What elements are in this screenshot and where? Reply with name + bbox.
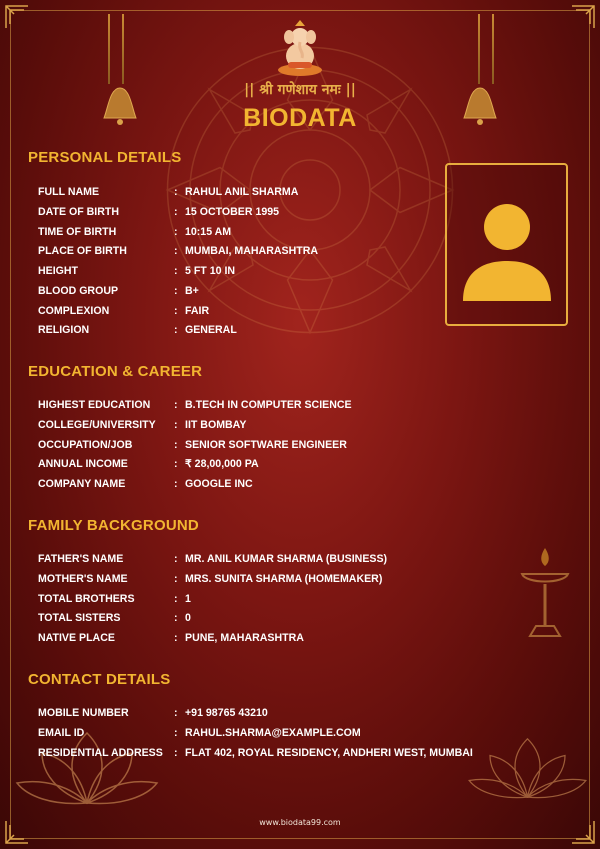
detail-label: COMPANY NAME bbox=[38, 478, 126, 490]
detail-separator: : bbox=[174, 245, 178, 258]
detail-label: OCCUPATION/JOB bbox=[38, 438, 133, 451]
detail-value: GOOGLE INC bbox=[185, 478, 253, 490]
ganesha-icon bbox=[274, 20, 326, 78]
detail-separator: : bbox=[174, 726, 178, 739]
avatar-placeholder-icon bbox=[463, 203, 551, 301]
detail-separator: : bbox=[174, 592, 178, 605]
detail-value: B.TECH IN COMPUTER SCIENCE bbox=[185, 399, 352, 411]
detail-separator: : bbox=[174, 304, 178, 317]
detail-value: IIT BOMBAY bbox=[185, 418, 247, 431]
detail-value: RAHUL ANIL SHARMA bbox=[185, 186, 299, 198]
detail-separator: : bbox=[174, 438, 178, 451]
detail-value: 5 FT 10 IN bbox=[185, 265, 236, 277]
detail-value: 1 bbox=[185, 592, 191, 605]
detail-label: MOBILE NUMBER bbox=[38, 707, 129, 719]
detail-label: HIGHEST EDUCATION bbox=[38, 399, 151, 411]
detail-label: HEIGHT bbox=[38, 265, 79, 277]
detail-separator: : bbox=[174, 707, 178, 719]
detail-value: 10:15 AM bbox=[185, 225, 232, 238]
page-title: BIODATA bbox=[243, 104, 357, 132]
detail-separator: : bbox=[174, 205, 178, 218]
detail-separator: : bbox=[174, 225, 178, 238]
detail-separator: : bbox=[174, 186, 178, 198]
detail-label: RELIGION bbox=[38, 324, 90, 337]
detail-value: RAHUL.SHARMA@EXAMPLE.COM bbox=[185, 726, 361, 739]
detail-separator: : bbox=[174, 632, 178, 644]
mantra-text: || श्री गणेशाय नमः || bbox=[244, 82, 356, 98]
detail-label: TOTAL BROTHERS bbox=[38, 592, 135, 605]
detail-separator: : bbox=[174, 265, 178, 277]
detail-label: FULL NAME bbox=[38, 186, 100, 198]
detail-label: ANNUAL INCOME bbox=[38, 458, 128, 471]
detail-value: SENIOR SOFTWARE ENGINEER bbox=[185, 438, 347, 451]
detail-separator: : bbox=[174, 324, 178, 337]
detail-value: B+ bbox=[185, 284, 199, 297]
detail-label: RESIDENTIAL ADDRESS bbox=[38, 746, 163, 759]
detail-separator: : bbox=[174, 418, 178, 431]
detail-value: 0 bbox=[185, 612, 191, 625]
section-title-family: FAMILY BACKGROUND bbox=[28, 517, 199, 534]
profile-photo bbox=[445, 163, 568, 326]
detail-value: MUMBAI, MAHARASHTRA bbox=[185, 245, 318, 258]
detail-value: FAIR bbox=[185, 304, 210, 317]
detail-label: PLACE OF BIRTH bbox=[38, 245, 127, 258]
section-title-personal: PERSONAL DETAILS bbox=[28, 149, 182, 166]
detail-label: FATHER'S NAME bbox=[38, 553, 124, 565]
detail-value: 15 OCTOBER 1995 bbox=[185, 205, 280, 218]
detail-separator: : bbox=[174, 746, 178, 759]
detail-separator: : bbox=[174, 553, 178, 565]
section-title-education: EDUCATION & CAREER bbox=[28, 363, 203, 380]
section-title-contact: CONTACT DETAILS bbox=[28, 671, 171, 688]
detail-label: TIME OF BIRTH bbox=[38, 225, 117, 238]
corner-ornament-icon bbox=[4, 4, 30, 30]
detail-label: TOTAL SISTERS bbox=[38, 612, 121, 625]
detail-label: COLLEGE/UNIVERSITY bbox=[38, 418, 156, 431]
detail-label: EMAIL ID bbox=[38, 726, 85, 739]
detail-label: NATIVE PLACE bbox=[38, 632, 115, 644]
detail-value: MRS. SUNITA SHARMA (HOMEMAKER) bbox=[185, 572, 383, 585]
detail-label: COMPLEXION bbox=[38, 304, 110, 317]
detail-value: GENERAL bbox=[185, 324, 237, 337]
detail-value: MR. ANIL KUMAR SHARMA (BUSINESS) bbox=[185, 553, 388, 565]
detail-value: PUNE, MAHARASHTRA bbox=[185, 632, 304, 644]
detail-separator: : bbox=[174, 458, 178, 471]
detail-separator: : bbox=[174, 284, 178, 297]
detail-separator: : bbox=[174, 612, 178, 625]
footer-website: www.biodata99.com bbox=[259, 818, 341, 827]
detail-label: MOTHER'S NAME bbox=[38, 572, 128, 585]
detail-label: DATE OF BIRTH bbox=[38, 205, 120, 218]
detail-value: FLAT 402, ROYAL RESIDENCY, ANDHERI WEST, MUMBAI bbox=[185, 746, 473, 759]
corner-ornament-icon bbox=[570, 4, 596, 30]
detail-value: +91 98765 43210 bbox=[185, 707, 268, 719]
detail-separator: : bbox=[174, 478, 178, 490]
detail-separator: : bbox=[174, 399, 178, 411]
detail-separator: : bbox=[174, 572, 178, 585]
detail-value: ₹ 28,00,000 PA bbox=[185, 458, 259, 471]
detail-label: BLOOD GROUP bbox=[38, 284, 119, 297]
